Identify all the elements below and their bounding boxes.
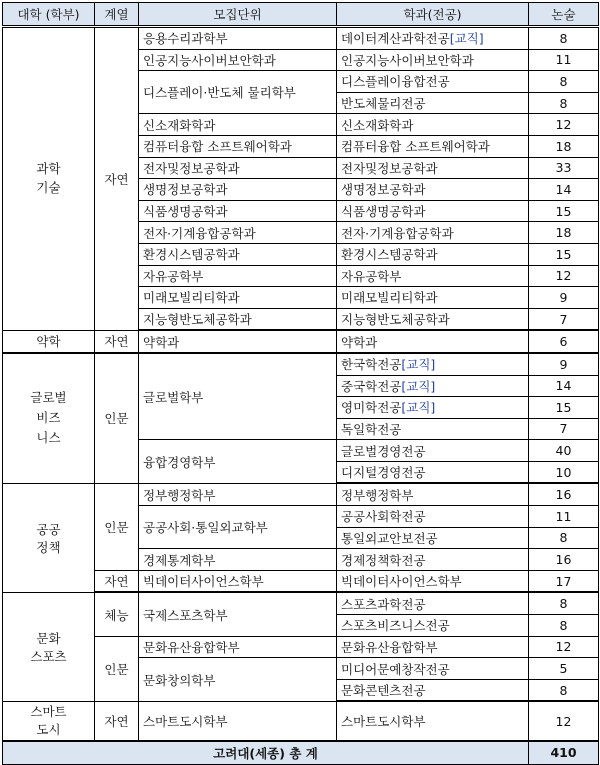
count-cell: 8 bbox=[529, 679, 599, 701]
header-dept: 학과(전공) bbox=[337, 3, 529, 27]
track-cell: 자연 bbox=[95, 27, 139, 331]
count-cell: 8 bbox=[529, 592, 599, 614]
count-cell: 7 bbox=[529, 418, 599, 440]
track-cell: 자연 bbox=[95, 570, 139, 592]
total-label: 고려대(세종) 총 계 bbox=[3, 741, 529, 765]
college-cell: 글로벌 비즈 니스 bbox=[3, 353, 95, 484]
count-cell: 14 bbox=[529, 179, 599, 201]
count-cell: 12 bbox=[529, 114, 599, 136]
dept-cell: 정부행정학부 bbox=[337, 483, 529, 505]
unit-cell: 융합경영학부 bbox=[139, 440, 337, 484]
dept-cell: 전자및정보공학과 bbox=[337, 157, 529, 179]
dept-cell: 스마트도시학부 bbox=[337, 701, 529, 741]
unit-cell: 글로벌학부 bbox=[139, 353, 337, 440]
count-cell: 12 bbox=[529, 701, 599, 741]
count-cell: 9 bbox=[529, 287, 599, 309]
unit-cell: 컴퓨터융합 소프트웨어학과 bbox=[139, 135, 337, 157]
track-cell: 자연 bbox=[95, 701, 139, 741]
count-cell: 15 bbox=[529, 397, 599, 419]
dept-cell: 미래모빌리티학과 bbox=[337, 287, 529, 309]
dept-cell: 글로벌경영전공 bbox=[337, 440, 529, 462]
unit-cell: 생명정보공학과 bbox=[139, 179, 337, 201]
table-row bbox=[3, 701, 599, 741]
unit-cell: 경제통계학부 bbox=[139, 549, 337, 571]
count-cell: 18 bbox=[529, 135, 599, 157]
dept-cell: 문화유산융합학부 bbox=[337, 636, 529, 658]
count-cell: 16 bbox=[529, 483, 599, 505]
unit-cell: 전자및정보공학과 bbox=[139, 157, 337, 179]
total-row bbox=[3, 741, 599, 765]
dept-cell: 빅데이터사이언스학부 bbox=[337, 570, 529, 592]
dept-cell: 생명정보공학과 bbox=[337, 179, 529, 201]
count-cell: 11 bbox=[529, 49, 599, 71]
count-cell: 18 bbox=[529, 222, 599, 244]
unit-cell: 문화유산융합학부 bbox=[139, 636, 337, 658]
dept-cell: 디지털경영전공 bbox=[337, 461, 529, 483]
unit-cell: 약학과 bbox=[139, 330, 337, 353]
dept-cell: 신소재화학과 bbox=[337, 114, 529, 136]
unit-cell: 디스플레이·반도체 물리학부 bbox=[139, 71, 337, 114]
track-cell: 인문 bbox=[95, 353, 139, 484]
teaching-tag: [교직] bbox=[401, 378, 436, 394]
college-cell: 공공 정책 bbox=[3, 483, 95, 592]
dept-cell: 스포츠과학전공 bbox=[337, 592, 529, 614]
table-row bbox=[3, 483, 599, 505]
count-cell: 8 bbox=[529, 527, 599, 549]
count-cell: 33 bbox=[529, 157, 599, 179]
teaching-tag: [교직] bbox=[401, 400, 436, 416]
table-row bbox=[3, 353, 599, 375]
college-cell: 과학 기술 bbox=[3, 27, 95, 331]
unit-cell: 자유공학부 bbox=[139, 265, 337, 287]
count-cell: 14 bbox=[529, 375, 599, 397]
unit-cell: 전자·기계융합공학과 bbox=[139, 222, 337, 244]
track-cell: 인문 bbox=[95, 636, 139, 701]
count-cell: 10 bbox=[529, 461, 599, 483]
count-cell: 9 bbox=[529, 353, 599, 375]
unit-cell: 국제스포츠학부 bbox=[139, 592, 337, 636]
dept-cell: 미디어문예창작전공 bbox=[337, 658, 529, 680]
college-cell: 약학 bbox=[3, 330, 95, 353]
count-cell: 12 bbox=[529, 636, 599, 658]
track-cell: 체능 bbox=[95, 592, 139, 636]
dept-cell: 전자·기계융합공학과 bbox=[337, 222, 529, 244]
count-cell: 6 bbox=[529, 330, 599, 353]
track-cell: 인문 bbox=[95, 483, 139, 570]
unit-cell: 미래모빌리티학과 bbox=[139, 287, 337, 309]
unit-cell: 빅데이터사이언스학부 bbox=[139, 570, 337, 592]
teaching-tag: [교직] bbox=[401, 357, 436, 373]
unit-cell: 정부행정학부 bbox=[139, 483, 337, 505]
header-count: 논술 bbox=[529, 3, 599, 27]
header-track: 계열 bbox=[95, 3, 139, 27]
teaching-tag: [교직] bbox=[449, 31, 484, 47]
dept-cell: 디스플레이융합전공 bbox=[337, 71, 529, 93]
dept-cell: 중국학전공[교직] bbox=[337, 375, 529, 397]
count-cell: 16 bbox=[529, 549, 599, 571]
dept-cell: 컴퓨터융합 소프트웨어학과 bbox=[337, 135, 529, 157]
table-row bbox=[3, 330, 599, 353]
count-cell: 8 bbox=[529, 71, 599, 93]
unit-cell: 문화창의학부 bbox=[139, 658, 337, 702]
count-cell: 7 bbox=[529, 308, 599, 330]
dept-cell: 독일학전공 bbox=[337, 418, 529, 440]
count-cell: 8 bbox=[529, 615, 599, 637]
header-row bbox=[3, 3, 599, 27]
dept-cell: 반도체물리전공 bbox=[337, 92, 529, 114]
total-value: 410 bbox=[529, 741, 599, 765]
unit-cell: 식품생명공학과 bbox=[139, 200, 337, 222]
dept-cell: 공공사회학전공 bbox=[337, 506, 529, 528]
unit-cell: 환경시스템공학과 bbox=[139, 243, 337, 265]
table-row bbox=[3, 27, 599, 50]
count-cell: 40 bbox=[529, 440, 599, 462]
unit-cell: 신소재화학과 bbox=[139, 114, 337, 136]
dept-cell: 인공지능사이버보안학과 bbox=[337, 49, 529, 71]
college-cell: 스마트 도시 bbox=[3, 701, 95, 741]
unit-cell: 인공지능사이버보안학과 bbox=[139, 49, 337, 71]
college-cell: 문화 스포츠 bbox=[3, 592, 95, 701]
count-cell: 15 bbox=[529, 200, 599, 222]
dept-cell: 스포츠비즈니스전공 bbox=[337, 615, 529, 637]
dept-cell: 식품생명공학과 bbox=[337, 200, 529, 222]
count-cell: 17 bbox=[529, 570, 599, 592]
count-cell: 8 bbox=[529, 92, 599, 114]
count-cell: 12 bbox=[529, 265, 599, 287]
dept-cell: 한국학전공[교직] bbox=[337, 353, 529, 375]
unit-cell: 스마트도시학부 bbox=[139, 701, 337, 741]
table-row bbox=[3, 592, 599, 614]
unit-cell: 지능형반도체공학과 bbox=[139, 308, 337, 330]
count-cell: 11 bbox=[529, 506, 599, 528]
count-cell: 5 bbox=[529, 658, 599, 680]
dept-cell: 데이터계산과학전공[교직] bbox=[337, 27, 529, 50]
admissions-table bbox=[2, 2, 599, 765]
dept-cell: 영미학전공[교직] bbox=[337, 397, 529, 419]
dept-cell: 환경시스템공학과 bbox=[337, 243, 529, 265]
dept-cell: 경제정책학전공 bbox=[337, 549, 529, 571]
dept-cell: 통일외교안보전공 bbox=[337, 527, 529, 549]
dept-cell: 지능형반도체공학과 bbox=[337, 308, 529, 330]
count-cell: 8 bbox=[529, 27, 599, 50]
header-unit: 모집단위 bbox=[139, 3, 337, 27]
dept-cell: 약학과 bbox=[337, 330, 529, 353]
dept-cell: 자유공학부 bbox=[337, 265, 529, 287]
count-cell: 15 bbox=[529, 243, 599, 265]
unit-cell: 공공사회·통일외교학부 bbox=[139, 506, 337, 549]
header-college: 대학 (학부) bbox=[3, 3, 95, 27]
track-cell: 자연 bbox=[95, 330, 139, 353]
unit-cell: 응용수리과학부 bbox=[139, 27, 337, 50]
dept-cell: 문화콘텐츠전공 bbox=[337, 679, 529, 701]
